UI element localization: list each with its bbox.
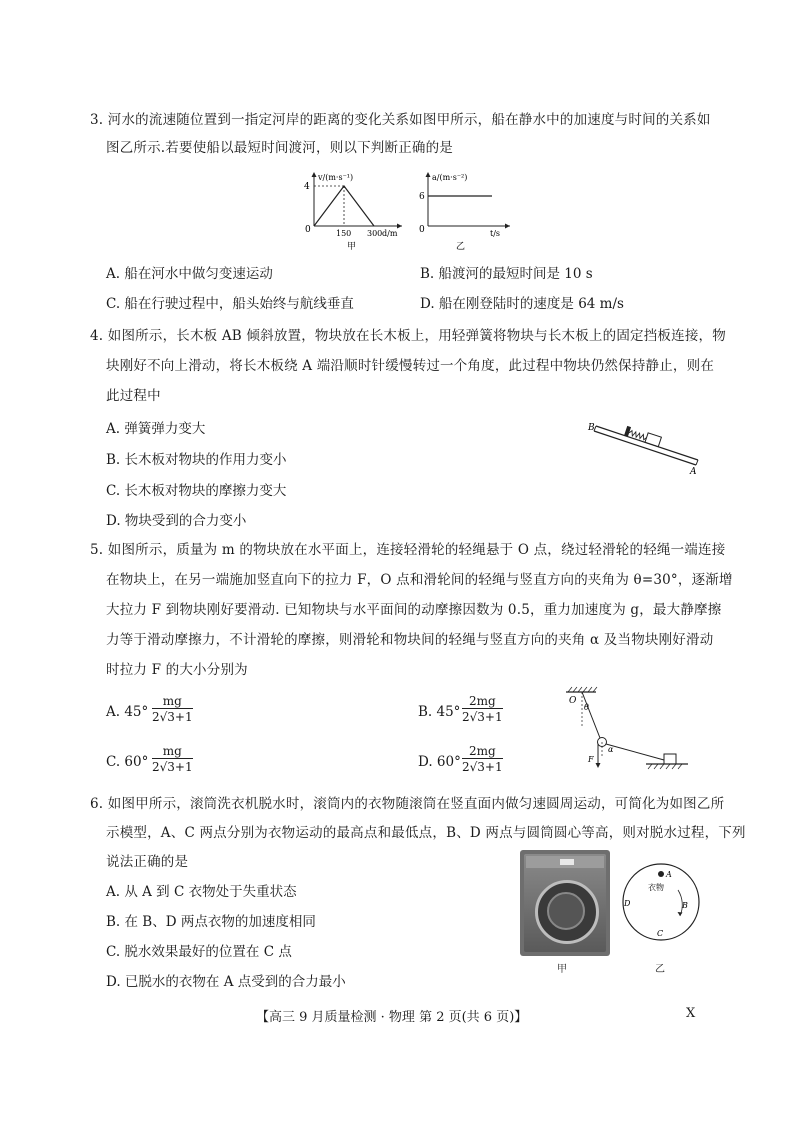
q6-label-d: D <box>624 899 631 908</box>
q3-option-b[interactable]: B. 船渡河的最短时间是 10 s <box>420 266 593 282</box>
q4-label-b: B <box>588 423 595 433</box>
q5-option-d-numerator: 2mg <box>462 744 503 759</box>
q5-option-b-numerator: 2mg <box>462 694 503 709</box>
q6-label-c: C <box>657 929 664 938</box>
q3-jia-y-tick: 4 <box>304 182 310 192</box>
q6-figure-circle-model <box>618 860 704 944</box>
q3-jia-origin: 0 <box>305 225 311 235</box>
q3-figure-jia <box>296 168 406 252</box>
q3-yi-caption: 乙 <box>456 242 466 252</box>
q3-jia-caption: 甲 <box>347 242 357 252</box>
footer-mark: X <box>686 1006 696 1021</box>
q5-option-d-denominator: 2√3+1 <box>462 760 503 774</box>
page-footer: 【高三 9 月质量检测 · 物理 第 2 页(共 6 页)】 <box>256 1010 528 1025</box>
q3-figure-yi <box>414 168 514 252</box>
q5-figure-pulley <box>560 686 690 778</box>
q5-option-c-denominator: 2√3+1 <box>152 760 193 774</box>
q5-option-a-denominator: 2√3+1 <box>152 710 193 724</box>
q5-label-o: O <box>569 696 577 706</box>
q3-jia-y-label: v/(m·s⁻¹) <box>318 173 354 182</box>
q5-label-f: F <box>588 755 594 764</box>
q6-option-a[interactable]: A. 从 A 到 C 衣物处于失重状态 <box>106 884 297 900</box>
q4-figure-incline <box>586 418 706 474</box>
q3-jia-x-tick-300: 300 <box>367 229 383 238</box>
q6-stem-line-3: 说法正确的是 <box>106 854 189 870</box>
q6-option-c[interactable]: C. 脱水效果最好的位置在 C 点 <box>106 944 292 960</box>
q5-option-b-fraction <box>462 694 503 725</box>
q4-option-a[interactable]: A. 弹簧弹力变大 <box>106 421 206 437</box>
q4-stem-line-3: 此过程中 <box>106 388 161 404</box>
q6-label-b: B <box>682 901 688 910</box>
q3-stem-line-1: 3. 河水的流速随位置到一指定河岸的距离的变化关系如图甲所示，船在静水中的加速度与时间的关系如 <box>90 112 711 128</box>
q3-option-c[interactable]: C. 船在行驶过程中，船头始终与航线垂直 <box>106 296 354 312</box>
q5-option-b-denominator: 2√3+1 <box>462 710 503 724</box>
q4-stem-line-2: 块刚好不向上滑动，将长木板绕 A 端沿顺时针缓慢转过一个角度，此过程中物块仍然保持静止，则在 <box>106 358 715 374</box>
q5-label-theta: θ <box>584 703 589 712</box>
q3-jia-x-tick-150: 150 <box>336 229 352 238</box>
q4-label-a: A <box>690 467 697 474</box>
q6-option-d[interactable]: D. 已脱水的衣物在 A 点受到的合力最小 <box>106 974 346 990</box>
q5-option-d-fraction <box>462 744 503 775</box>
q3-jia-x-label: d/m <box>382 229 398 238</box>
q3-option-a[interactable]: A. 船在河水中做匀变速运动 <box>106 266 273 282</box>
q6-caption-yi: 乙 <box>655 964 665 975</box>
q5-option-b-angle[interactable]: B. 45° <box>418 704 461 720</box>
q3-option-d[interactable]: D. 船在刚登陆时的速度是 64 m/s <box>420 296 624 312</box>
q5-stem-line-3: 大拉力 F 到物块刚好要滑动. 已知物块与水平面间的动摩擦因数为 0.5，重力加速度为 g，最大静摩擦 <box>106 602 722 618</box>
q6-option-b[interactable]: B. 在 B、D 两点衣物的加速度相同 <box>106 914 316 930</box>
q4-option-d[interactable]: D. 物块受到的合力变小 <box>106 513 247 529</box>
q3-yi-y-tick: 6 <box>419 192 425 202</box>
q6-label-cloth: 衣物 <box>648 883 664 892</box>
q5-option-a-fraction <box>152 694 193 725</box>
q5-option-c-numerator: mg <box>152 744 193 759</box>
q6-washing-machine-photo <box>520 850 610 956</box>
q5-option-a-numerator: mg <box>152 694 193 709</box>
q5-option-d-angle[interactable]: D. 60° <box>418 754 461 770</box>
q5-stem-line-4: 力等于滑动摩擦力，不计滑轮的摩擦，则滑轮和物块间的轻绳与竖直方向的夹角 α 及当物块刚好滑动 <box>106 632 714 648</box>
q6-stem-line-1: 6. 如图甲所示，滚筒洗衣机脱水时，滚筒内的衣物随滚筒在竖直面内做匀速圆周运动，可简化为如图乙所 <box>90 796 725 812</box>
q6-stem-line-2: 示模型，A、C 两点分别为衣物运动的最高点和最低点，B、D 两点与圆筒圆心等高，则对脱水过程，下列 <box>106 825 746 841</box>
q3-yi-x-label: t/s <box>490 229 501 238</box>
q4-stem-line-1: 4. 如图所示，长木板 AB 倾斜放置，物块放在长木板上，用轻弹簧将物块与长木板上的固定挡板连接，物 <box>90 328 726 344</box>
q4-option-b[interactable]: B. 长木板对物块的作用力变小 <box>106 452 287 468</box>
q5-option-a-angle[interactable]: A. 45° <box>106 704 149 720</box>
q3-yi-origin: 0 <box>419 225 425 235</box>
q5-stem-line-5: 时拉力 F 的大小分别为 <box>106 662 248 678</box>
q3-yi-y-label: a/(m·s⁻²) <box>432 173 468 182</box>
q5-label-alpha: α <box>608 745 614 754</box>
q5-option-c-fraction <box>152 744 193 775</box>
q4-option-c[interactable]: C. 长木板对物块的摩擦力变大 <box>106 483 287 499</box>
q3-stem-line-2: 图乙所示.若要使船以最短时间渡河，则以下判断正确的是 <box>106 140 453 156</box>
q6-label-a: A <box>666 870 672 879</box>
q6-caption-jia: 甲 <box>557 964 567 975</box>
q5-stem-line-1: 5. 如图所示，质量为 m 的物块放在水平面上，连接轻滑轮的轻绳悬于 O 点，绕过轻滑轮的轻绳一端连接 <box>90 542 726 558</box>
q5-stem-line-2: 在物块上，在另一端施加竖直向下的拉力 F，O 点和滑轮间的轻绳与竖直方向的夹角为 θ=30°，逐渐增 <box>106 572 733 588</box>
q5-option-c-angle[interactable]: C. 60° <box>106 754 149 770</box>
